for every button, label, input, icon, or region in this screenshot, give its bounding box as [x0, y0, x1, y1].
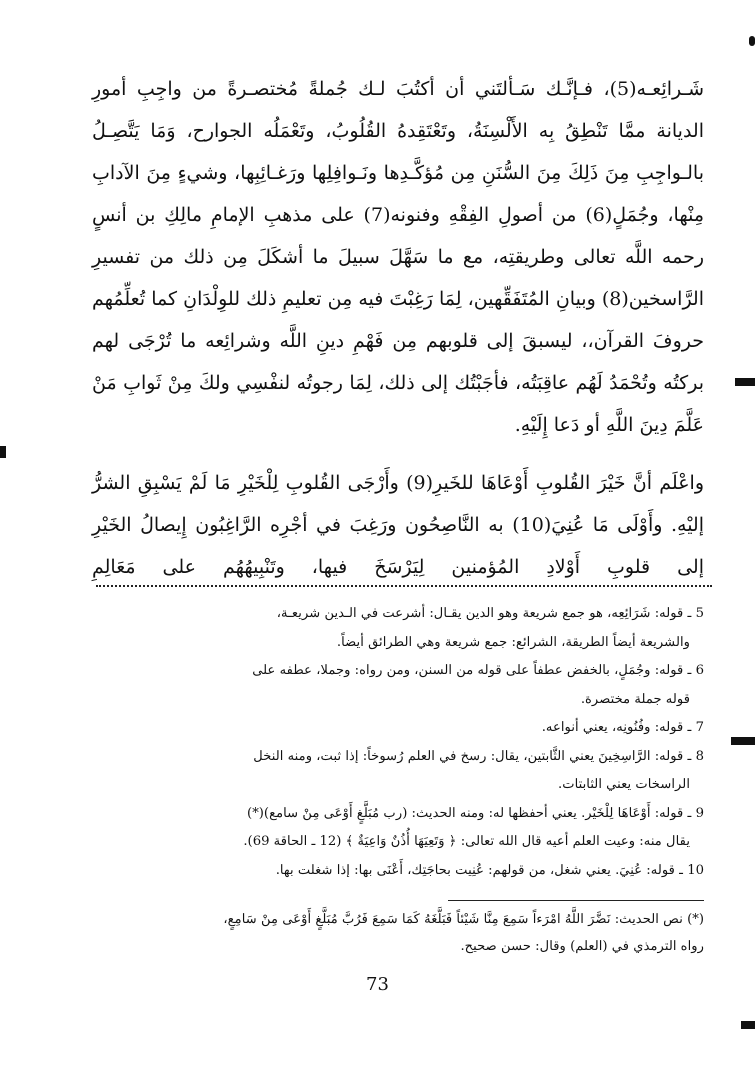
footnote-6: 6 ـ قوله: وجُمَلٍ، بالخفض عطفاً على قوله من السنن، ومن رواه: وجملا، عطفه على قوله جملة مختصرة.: [252, 663, 704, 707]
scan-mark-right-1: [735, 378, 755, 386]
main-text: [92, 68, 704, 588]
scan-mark-right-3: [741, 1021, 755, 1029]
footnote-10: 10 ـ قوله: عُنِيَ. يعني شغل، من قولهم: عُنِيت بحاجَتِك، أَعْنَى بها: إذا شغلت بها.: [275, 862, 704, 878]
hadith-line-1: (*) نص الحديث: نَضَّرَ اللَّهُ امْرَءاً سَمِعَ مِنَّا شَيْئاً فَبَلَّغَهُ كَمَا سَمِعَ فَرُبَّ مُبَلَّغٍ أَوْعَى مِنْ سَامِعٍ،: [223, 912, 704, 927]
hadith-line-2: رواه الترمذي في (العلم) وقال: حسن صحيح.: [460, 939, 704, 954]
scan-mark-left: [0, 446, 6, 458]
footnote-5: 5 ـ قوله: شَرَائِعِه، هو جمع شريعة وهو الدين يقـال: أشرعت في الـدين شريعـة، والشريعة أيضاً الطريقة، الشرائع: جمع شريعة وهي الطرائق أيضاً.: [276, 606, 704, 650]
hadith-note: [92, 906, 704, 960]
footnote-9: 9 ـ قوله: أَوْعَاهَا لِلْخَيْر. يعني أحفظها له: ومنه الحديث: (رب مُبَلَّغٍ أَوْعَى مِنْ سامع)(*) يقال منه: وعيت العلم أعيه قال الله تعالى: ﴿ وَتَعِيَهَا أُذُنٌ وَاعِيَةٌ ﴾ (12 ـ الحاقة 69).: [243, 805, 704, 849]
footnotes: [92, 600, 704, 885]
dotted-divider: [96, 585, 712, 587]
paragraph-2: واعْلَم أنَّ خَيْرَ القُلوبِ أَوْعَاهَا للخَيرِ(9) وأَرْجَى القُلوبِ لِلْخَيْرِ مَا لَمْ يَسْبِقِ الشرُّ إليْهِ. وأَوْلَى مَا عُنِيَ(10) به النَّاصِحُون ورَغِبَ في أجْرِه الرَّاغِبُون إِيصالُ الخَيْرِ إلى قلوبِ أَوْلادِ المُؤمنين لِيَرْسَخَ فيها، وتَنْبِيهُهُم على مَعَالِمِ: [92, 472, 704, 578]
scan-mark-top: [749, 36, 755, 46]
paragraph-1: شَـرائِعـه(5)، فـإنَّـك سَـألتَني أن أكتُبَ لـك جُملةً مُختصـرةً من واجِبِ أمورِ الديانة ممَّا تَنْطِقُ بِه الأَلْسِنَةُ، وتَعْتَقِدهُ القُلُوبُ، وتَعْمَلُه الجوارح، وَمَا يَتَّصِـلُ بالـواجِبِ مِنَ ذَلِكَ مِنَ السُّنَنِ مِن مُؤكَّـدِها ونَـوافِلِها ورَغـائِبِها، وشيءٍ مِنَ الآدابِ مِنْها، وجُمَلٍ(6) من أصولِ الفِقْهِ وفنونه(7) على مذهبِ الإمامِ مالِكِ بن أنسٍ رحمه اللَّه تعالى وطريقتِه، مع ما سَهَّلَ سبيلَ ما أشكَلَ مِن ذلك من تفسيرِ الرَّاسخين(8) وبيانِ المُتَفَقِّهين، لِمَا رَغِبْتَ فيه مِن تعليمِ ذلك للوِلْدَانِ كما تُعلِّمُهم حروفَ القرآن،، ليسبقَ إلى قلوبهم مِن فَهْمِ دينِ اللَّه وشرائِعه ما تُرْجَى لهم بركتُه وتُحْمَدُ لَهُم عاقِبَتُه، فأجَبْتُك إلى ذلك، لِمَا رجوتُه لنفْسِي ولكَ مِنْ ثَوابِ مَنْ عَلَّمَ دِينَ اللَّهِ أو دَعا إِلَيْهِ.: [92, 78, 704, 436]
footnote-7: 7 ـ قوله: وفُنُونِه، يعني أنواعه.: [541, 720, 704, 735]
footnote-rule: [448, 900, 704, 901]
footnote-8: 8 ـ قوله: الرَّاسِخِينَ يعني الثَّابتين، يقال: رسخ في العلم رُسوخاً: إذا ثبت، ومنه النخل الراسخات يعني الثابتات.: [253, 748, 704, 792]
page-number: 73: [366, 974, 389, 995]
scan-mark-right-2: [731, 737, 755, 745]
